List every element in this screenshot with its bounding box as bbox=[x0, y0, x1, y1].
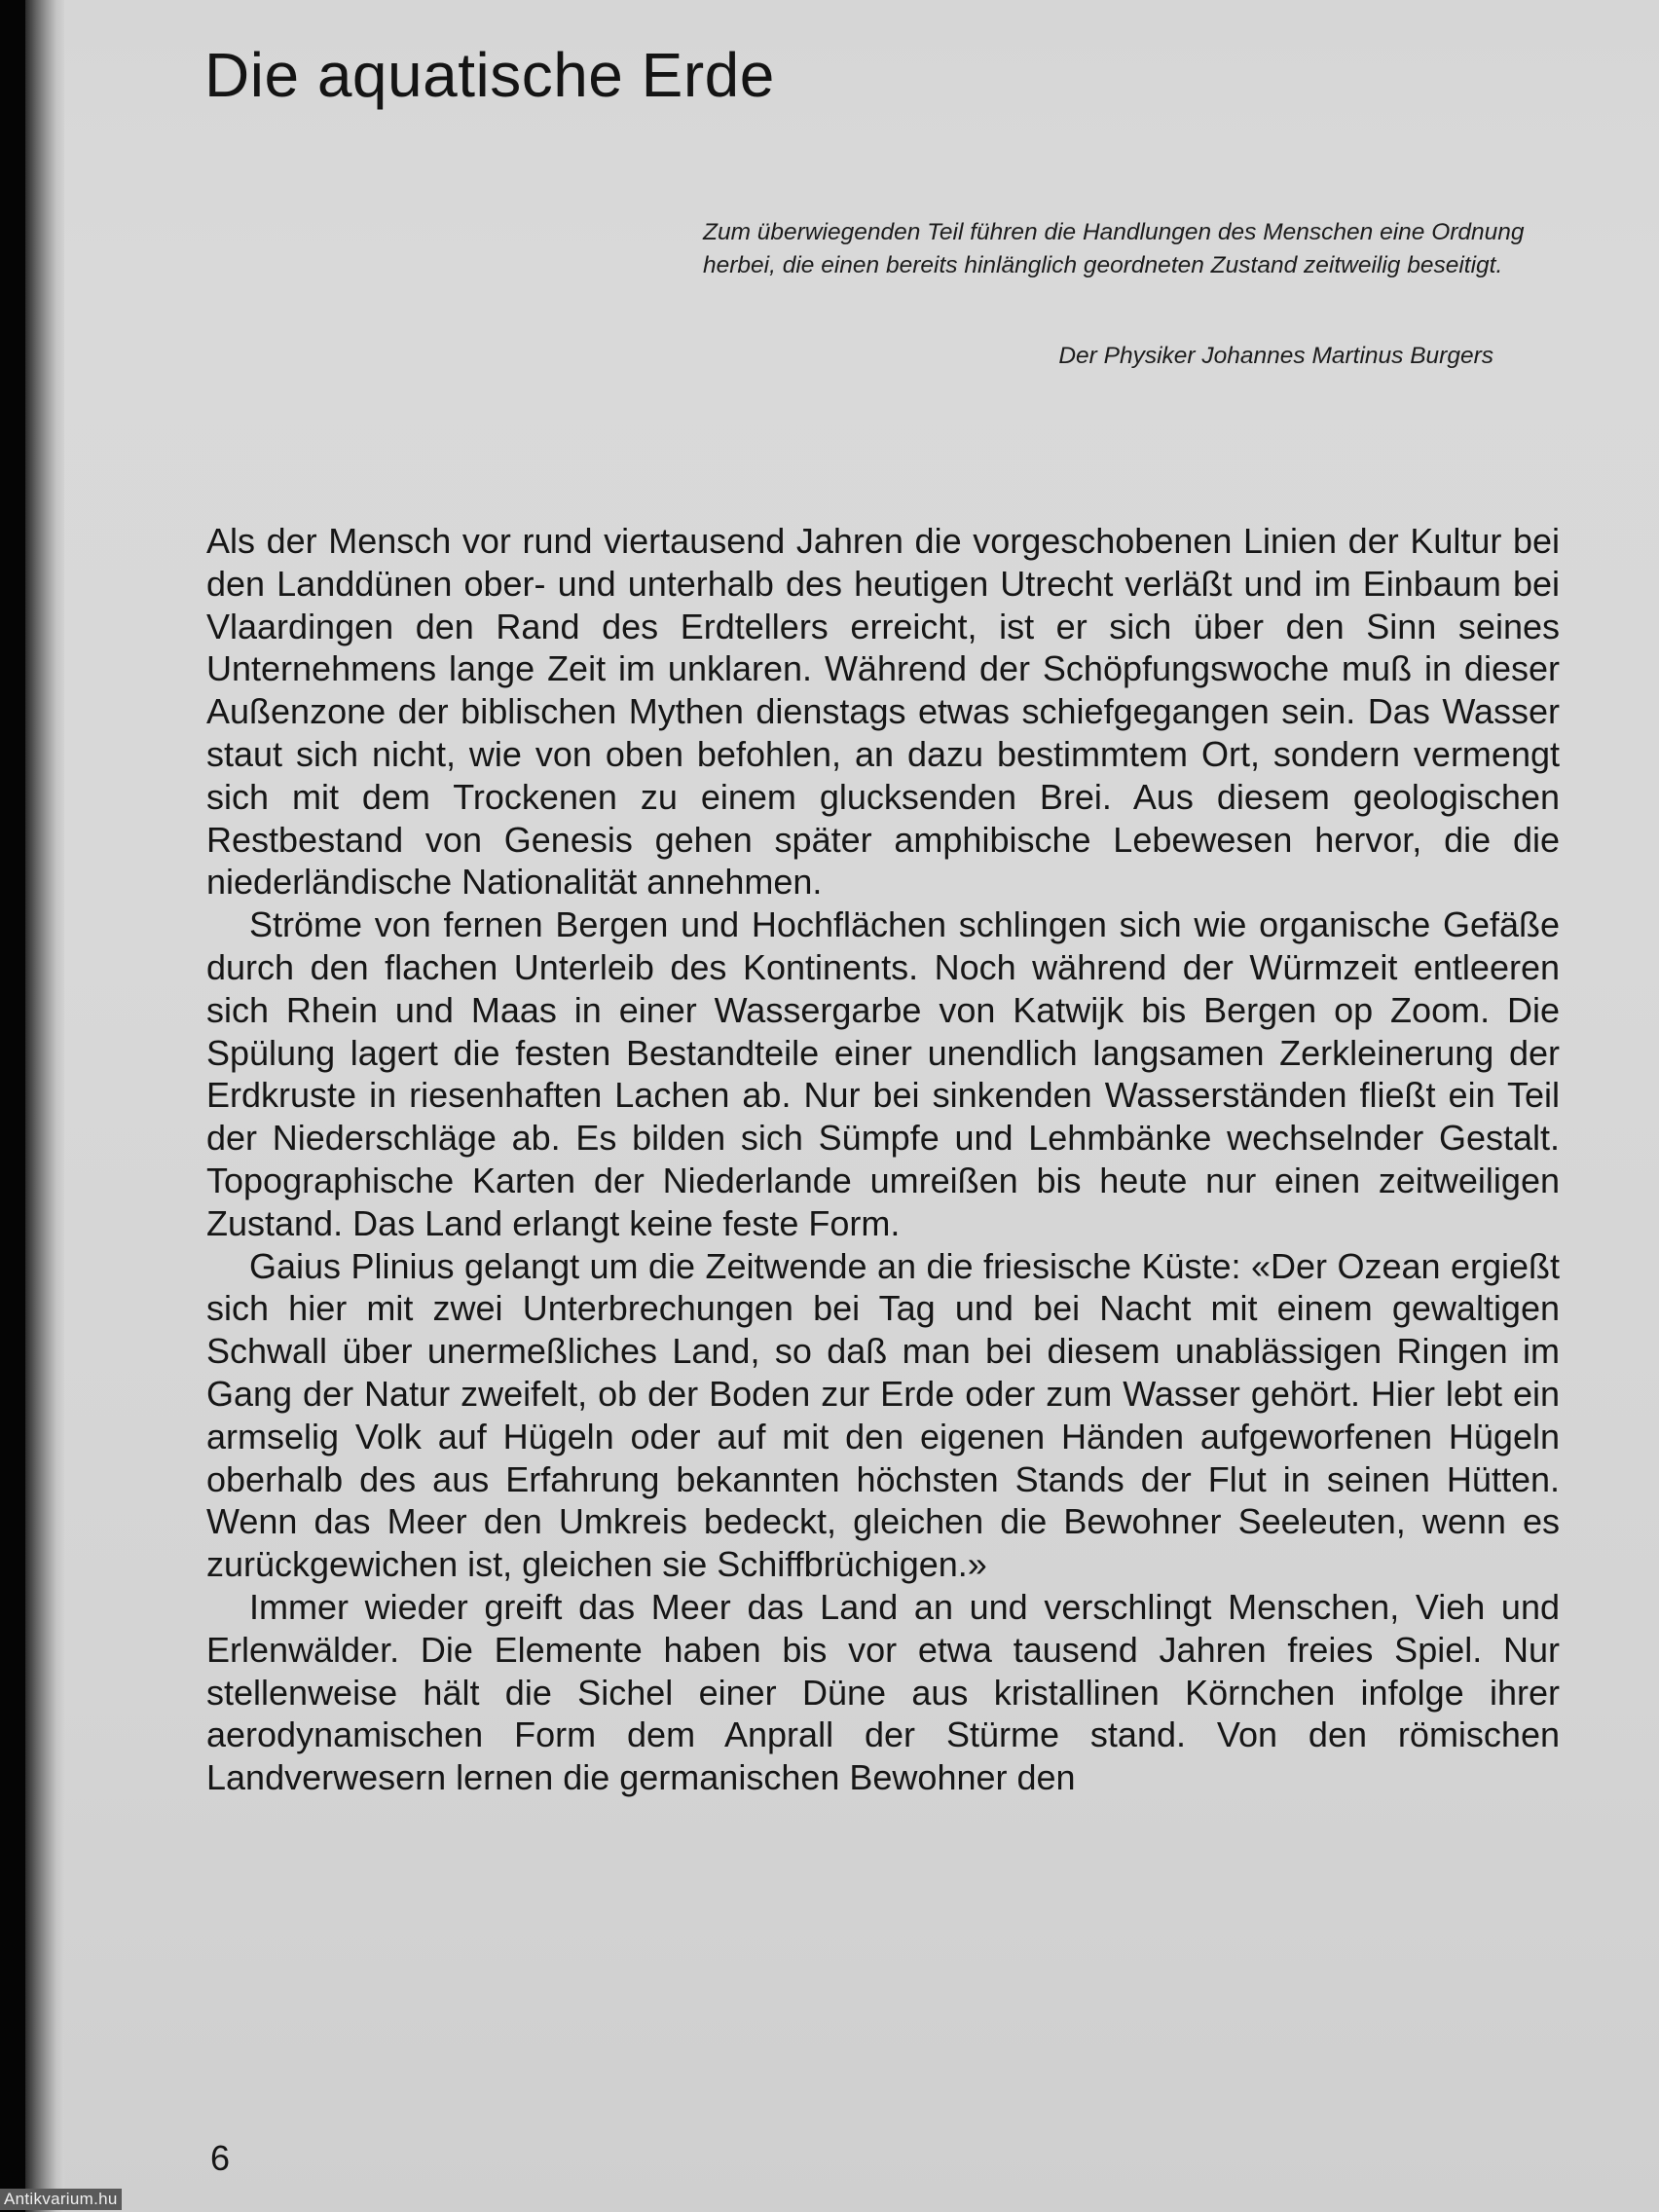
page-number: 6 bbox=[210, 2138, 231, 2178]
paragraph: Als der Mensch vor rund viertausend Jahren die vorgeschobenen Linien der Kultur bei den Landdünen ober- und unterhalb des heutigen Utrecht verläßt und im Einbaum bei Vlaardingen den Rand des Erdtellers erreicht, ist er sich über den Sinn seines Unternehmens lange Zeit im unklaren. Während der Schöpfungswoche muß in dieser Außenzone der biblischen Mythen dienstags etwas schiefgegangen sein. Das Wasser staut sich nicht, wie von oben befohlen, an dazu bestimmtem Ort, sondern vermengt sich mit dem Trockenen zu einem glucksenden Brei. Aus diesem geologischen Restbestand von Genesis gehen später amphibische Lebewesen hervor, die die niederländische Nationalität annehmen. bbox=[206, 521, 1560, 903]
paragraph: Gaius Plinius gelangt um die Zeitwende an die friesische Küste: «Der Ozean ergießt sich hier mit zwei Unterbrechungen bei Tag und bei Nacht mit einem gewaltigen Schwall über unermeßliches Land, so daß man bei diesem unablässigen Ringen im Gang der Natur zweifelt, ob der Boden zur Erde oder zum Wasser gehört. Hier lebt ein armselig Volk auf Hügeln oder auf mit den eigenen Händen aufgeworfenen Hügeln oberhalb des aus Erfahrung bekannten höchsten Stands der Flut in seinen Hütten. Wenn das Meer den Umkreis bedeckt, gleichen die Bewohner Seeleuten, wenn es zurückgewichen ist, gleichen sie Schiffbrüchigen.» bbox=[206, 1245, 1560, 1585]
book-page bbox=[64, 0, 1659, 2212]
epigraph-attribution: Der Physiker Johannes Martinus Burgers bbox=[1058, 343, 1493, 369]
page-edge-gradient bbox=[25, 0, 64, 2212]
body-text bbox=[206, 520, 1560, 1799]
book-spine-shadow bbox=[0, 0, 25, 2212]
page-title: Die aquatische Erde bbox=[204, 40, 775, 110]
watermark: Antikvarium.hu bbox=[0, 2189, 122, 2210]
paragraph: Ströme von fernen Bergen und Hochflächen schlingen sich wie organische Gefäße durch den flachen Unterleib des Kontinents. Noch während der Würmzeit entleeren sich Rhein und Maas in einer Wassergarbe von Katwijk bis Bergen op Zoom. Die Spülung lagert die festen Bestandteile einer unendlich langsamen Zerkleinerung der Erdkruste in riesenhaften Lachen ab. Nur bei sinkenden Wasserständen fließt ein Teil der Niederschläge ab. Es bilden sich Sümpfe und Lehmbänke wechselnder Gestalt. Topographische Karten der Niederlande umreißen bis heute nur einen zeitweiligen Zustand. Das Land erlangt keine feste Form. bbox=[206, 904, 1560, 1243]
paragraph: Immer wieder greift das Meer das Land an und verschlingt Menschen, Vieh und Erlenwälder. Die Elemente haben bis vor etwa tausend Jahren freies Spiel. Nur stellenweise hält die Sichel einer Düne aus kristallinen Körnchen infolge ihrer aerodynamischen Form dem Anprall der Stürme stand. Von den römischen Landverwesern lernen die germanischen Bewohner den bbox=[206, 1586, 1560, 1798]
epigraph-quote: Zum überwiegenden Teil führen die Handlungen des Menschen eine Ordnung herbei, die einen bereits hinlänglich geordneten Zustand zeitweilig beseitigt. bbox=[703, 219, 1525, 278]
